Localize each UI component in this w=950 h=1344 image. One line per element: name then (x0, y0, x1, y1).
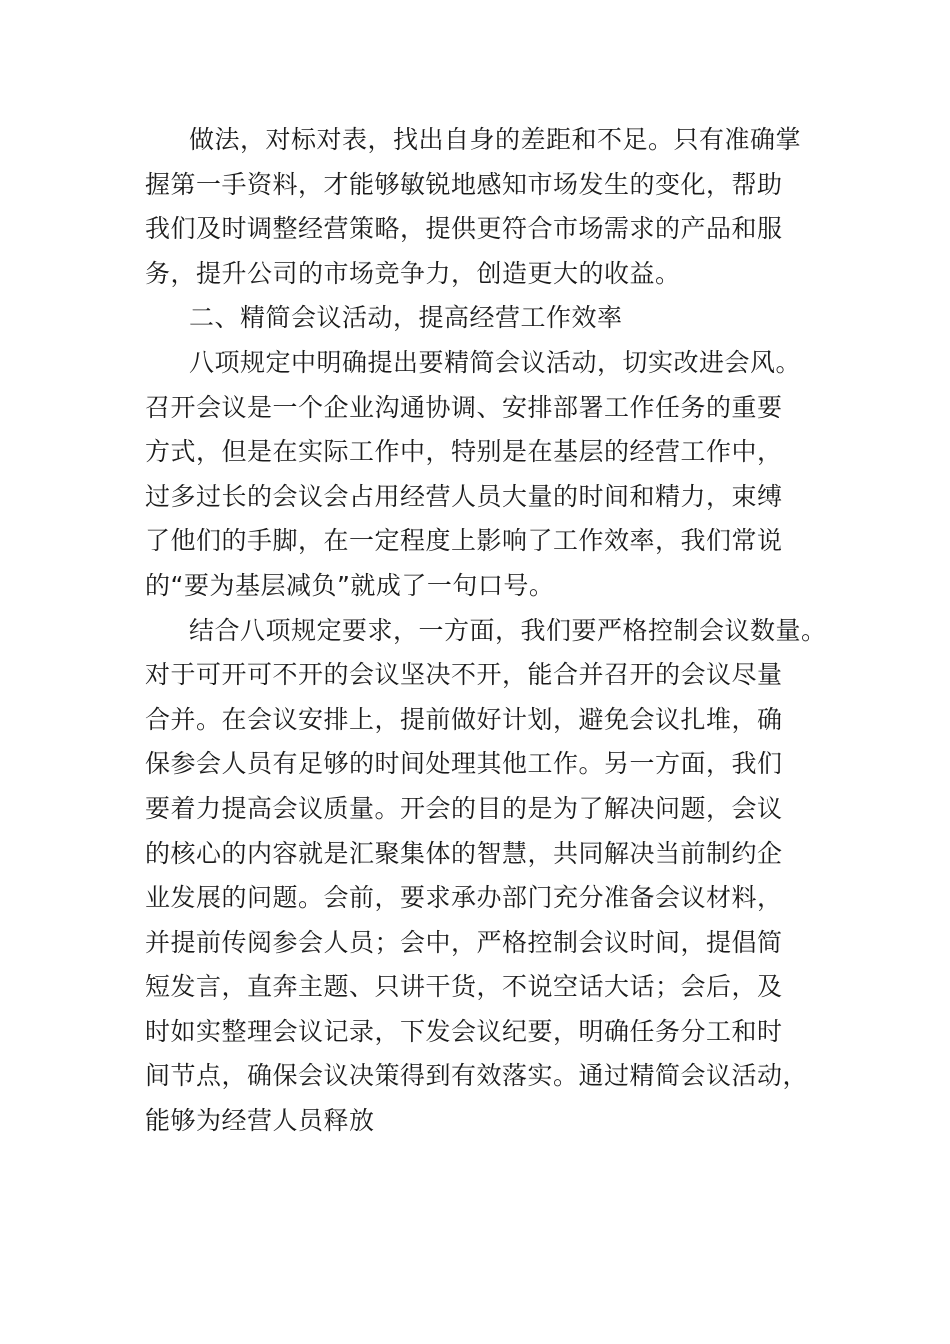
section-heading: 二、精简会议活动，提高经营工作效率 (189, 303, 623, 333)
text-line: 务，提升公司的市场竞争力，创造更大的收益。 (145, 258, 681, 288)
text-line: 结合八项规定要求，一方面，我们要严格控制会议数量。 (189, 615, 827, 645)
text-line: 能够为经营人员释放 (145, 1106, 375, 1136)
text-line: 保参会人员有足够的时间处理其他工作。另一方面，我们 (145, 749, 783, 779)
text-line: 握第一手资料，才能够敏锐地感知市场发生的变化，帮助 (145, 169, 783, 199)
text-line: 我们及时调整经营策略，提供更符合市场需求的产品和服 (145, 214, 783, 244)
text-line: 短发言，直奔主题、只讲干货，不说空话大话；会后，及 (145, 972, 783, 1002)
text-line: 间节点，确保会议决策得到有效落实。通过精简会议活动， (145, 1061, 809, 1091)
text-line: 方式，但是在实际工作中，特别是在基层的经营工作中， (145, 437, 783, 467)
text-line: 八项规定中明确提出要精简会议活动，切实改进会风。 (189, 347, 802, 377)
text-line: 对于可开可不开的会议坚决不开，能合并召开的会议尽量 (145, 660, 783, 690)
text-line: 过多过长的会议会占用经营人员大量的时间和精力，束缚 (145, 481, 783, 511)
text-line: 时如实整理会议记录，下发会议纪要，明确任务分工和时 (145, 1016, 783, 1046)
text-line: 了他们的手脚，在一定程度上影响了工作效率，我们常说 (145, 526, 783, 556)
text-line: 做法，对标对表，找出自身的差距和不足。只有准确掌 (189, 125, 802, 154)
text-line: 的核心的内容就是汇聚集体的智慧，共同解决当前制约企 (145, 838, 783, 868)
text-line: 并提前传阅参会人员；会中，严格控制会议时间，提倡简 (145, 927, 783, 957)
text-line: 的“要为基层减负”就成了一句口号。 (145, 570, 555, 600)
text-line: 合并。在会议安排上，提前做好计划，避免会议扎堆，确 (145, 704, 783, 734)
text-line: 召开会议是一个企业沟通协调、安排部署工作任务的重要 (145, 392, 783, 422)
body-text (145, 118, 835, 1144)
text-line: 要着力提高会议质量。开会的目的是为了解决问题，会议 (145, 793, 783, 823)
text-line: 业发展的问题。会前，要求承办部门充分准备会议材料， (145, 883, 783, 913)
